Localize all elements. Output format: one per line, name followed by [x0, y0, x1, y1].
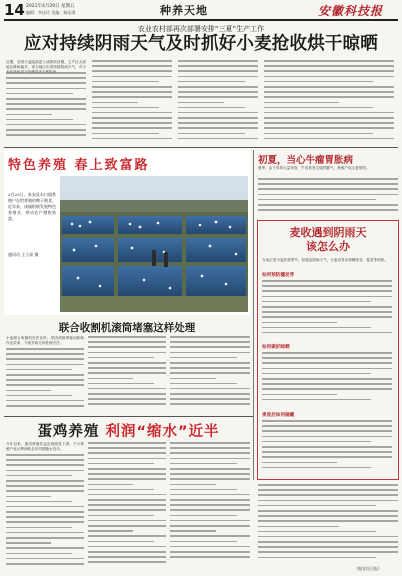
- lead-body-col1: [6, 72, 86, 144]
- text-line: [178, 102, 224, 104]
- text-line: [262, 322, 337, 324]
- text-line: [258, 500, 398, 502]
- text-line: [264, 60, 394, 62]
- text-line: [6, 527, 72, 529]
- article2-first-text: 小麦联合收割机在作业时，常因滚筒堵塞而影响作业效率，下面介绍几种处理方法。: [6, 336, 84, 346]
- article3-body-col3: [170, 442, 250, 566]
- text-line: [258, 520, 398, 522]
- text-line: [88, 530, 133, 532]
- text-line: [88, 473, 166, 475]
- sidebar1-body: [258, 178, 398, 216]
- text-line: [88, 352, 166, 354]
- text-line: [92, 127, 172, 129]
- text-line: [88, 515, 154, 517]
- text-line: [170, 458, 250, 460]
- text-line: [262, 456, 392, 458]
- text-line: [264, 102, 339, 104]
- text-line: [264, 70, 394, 72]
- masthead-rule: [4, 19, 398, 21]
- text-line: [92, 81, 159, 83]
- text-line: [92, 60, 172, 62]
- text-line: [170, 388, 250, 390]
- text-line: [262, 425, 392, 427]
- text-line: [6, 358, 84, 360]
- text-line: [170, 473, 250, 475]
- text-line: [88, 561, 166, 563]
- text-line: [6, 134, 86, 136]
- text-line: [258, 557, 376, 559]
- text-line: [92, 112, 172, 114]
- photo-caption: 3月25日，来安县水口镇养殖户在给养殖的鸭子喂食。近年来，该镇积极发展特色养殖业，带动农户增收致富。: [8, 192, 56, 221]
- text-line: [170, 525, 250, 527]
- text-line: [88, 489, 154, 491]
- photo-feature-title: 特色养殖 春上致富路: [8, 158, 150, 173]
- text-line: [262, 420, 392, 422]
- text-line: [6, 506, 84, 508]
- text-line: [262, 394, 337, 396]
- text-line: [92, 76, 172, 78]
- article3-title: [4, 420, 253, 441]
- text-line: [262, 467, 371, 469]
- text-line: [6, 400, 84, 402]
- text-line: [258, 546, 398, 548]
- text-line: [178, 86, 258, 88]
- text-line: [6, 93, 73, 95]
- text-line: [178, 91, 258, 93]
- issue-date: 2021年4月29日 星期五: [26, 4, 75, 9]
- text-line: [258, 489, 398, 491]
- text-line: [262, 316, 392, 318]
- sidebar2-subhead-3: 麦收后如何储藏: [262, 413, 295, 418]
- text-line: [170, 535, 250, 537]
- text-line: [262, 362, 392, 364]
- text-line: [88, 494, 166, 496]
- text-line: [88, 372, 166, 374]
- text-line: [170, 378, 216, 380]
- text-line: [6, 537, 84, 539]
- text-line: [258, 199, 376, 201]
- text-line: [178, 107, 245, 109]
- text-line: [170, 515, 237, 517]
- text-line: [170, 463, 237, 465]
- text-line: [88, 463, 154, 465]
- text-line: [264, 112, 394, 114]
- sidebar2-body-1: [262, 280, 392, 340]
- text-line: [6, 464, 84, 466]
- text-line: [262, 383, 392, 385]
- text-line: [6, 103, 86, 105]
- text-line: [178, 96, 258, 98]
- column-title: 种养天地: [160, 4, 208, 17]
- text-line: [264, 86, 394, 88]
- text-line: [170, 468, 250, 470]
- text-line: [6, 82, 86, 84]
- text-line: [170, 478, 250, 480]
- text-line: [6, 558, 84, 560]
- text-line: [258, 531, 376, 533]
- text-line: [170, 393, 250, 395]
- text-line: [6, 485, 84, 487]
- text-line: [92, 138, 172, 140]
- text-line: [6, 563, 84, 565]
- lead-headline: 应对持续阴雨天气及时抓好小麦抢收烘干晾晒: [24, 34, 378, 54]
- text-line: [88, 378, 133, 380]
- text-line: [88, 541, 154, 543]
- text-line: [88, 336, 166, 338]
- text-line: [88, 468, 166, 470]
- text-line: [88, 551, 166, 553]
- text-line: [92, 122, 172, 124]
- article3-signature: （据农民日报）: [354, 566, 382, 571]
- text-line: [178, 60, 258, 62]
- lead-first-text: 近期，全国小麦陆续进入成熟收获期，主产区大部地区降雨偏多，部分地区出现持续阴雨天气，对小: [6, 60, 86, 70]
- text-line: [178, 122, 258, 124]
- text-line: [6, 547, 84, 549]
- text-line: [6, 395, 72, 397]
- text-line: [170, 442, 250, 444]
- text-line: [92, 70, 172, 72]
- text-line: [92, 65, 172, 67]
- lead-bottom-rule: [4, 147, 398, 148]
- article3-first-text: 今年以来，蛋鸡养殖效益出现明显下滑，不少养殖户表示利润较去年同期缩水近半。: [6, 442, 84, 452]
- sidebar2-first-text: 当前正是小麦收获季节，如遇连阴雨天气，小麦容易出现穗发芽、霉变等现象。: [262, 258, 388, 262]
- text-line: [262, 301, 371, 303]
- text-line: [262, 290, 392, 292]
- text-line: [262, 357, 392, 359]
- text-line: [88, 535, 166, 537]
- text-line: [258, 505, 376, 507]
- text-line: [88, 388, 166, 390]
- text-line: [88, 383, 154, 385]
- lead-body-col4: [264, 60, 394, 144]
- article3-title-main: 蛋鸡养殖: [37, 424, 100, 440]
- text-line: [178, 127, 258, 129]
- text-line: [178, 133, 245, 135]
- text-line: [170, 346, 250, 348]
- text-line: [6, 384, 84, 386]
- text-line: [88, 442, 166, 444]
- text-line: [170, 362, 250, 364]
- text-line: [258, 536, 398, 538]
- text-line: [262, 436, 392, 438]
- text-line: [88, 341, 166, 343]
- text-line: [258, 541, 398, 543]
- text-line: [258, 551, 398, 553]
- text-line: [170, 551, 250, 553]
- text-line: [170, 341, 250, 343]
- text-line: [6, 108, 86, 110]
- article2-body-col2: [88, 336, 166, 412]
- article2-body-col3: [170, 336, 250, 412]
- text-line: [6, 98, 86, 100]
- sidebar1-title: 初夏，当心牛瘤胃胀病: [258, 155, 354, 166]
- text-line: [6, 475, 72, 477]
- text-line: [6, 369, 72, 371]
- text-line: [6, 521, 84, 523]
- text-line: [6, 459, 84, 461]
- sidebar2-title: 麦收遇到阴雨天 该怎么办: [289, 226, 367, 253]
- text-line: [178, 117, 258, 119]
- right-column-divider: [253, 150, 254, 480]
- text-line: [6, 511, 84, 513]
- text-line: [262, 378, 392, 380]
- text-line: [6, 88, 86, 90]
- lead-kicker: 农业农村部再次部署安排“三夏”生产工作: [137, 25, 265, 33]
- article3-title-red: 利润“缩水”近半: [105, 424, 220, 440]
- text-line: [264, 91, 394, 93]
- text-line: [170, 383, 237, 385]
- text-line: [258, 510, 398, 512]
- text-line: [6, 542, 51, 544]
- text-line: [88, 357, 154, 359]
- text-line: [258, 183, 398, 185]
- text-line: [6, 114, 52, 116]
- text-line: [258, 515, 398, 517]
- text-line: [178, 138, 258, 140]
- text-line: [6, 405, 84, 407]
- text-line: [92, 91, 172, 93]
- text-line: [170, 403, 250, 405]
- article3-body-col1: [6, 454, 84, 570]
- text-line: [262, 311, 392, 313]
- text-line: [6, 390, 51, 392]
- text-line: [258, 194, 398, 196]
- text-line: [262, 352, 392, 354]
- text-line: [170, 509, 250, 511]
- article3-body-col2: [88, 442, 166, 570]
- text-line: [88, 346, 166, 348]
- text-line: [170, 541, 237, 543]
- text-line: [6, 516, 84, 518]
- text-line: [92, 107, 159, 109]
- text-line: [88, 525, 166, 527]
- text-line: [264, 133, 373, 135]
- text-line: [178, 76, 258, 78]
- text-line: [88, 509, 166, 511]
- page-number: 14: [4, 1, 25, 19]
- text-line: [92, 133, 159, 135]
- text-line: [262, 446, 392, 448]
- text-line: [264, 138, 394, 140]
- article2-bottom-rule: [4, 416, 253, 417]
- text-line: [88, 484, 133, 486]
- sidebar2-body-3: [262, 420, 392, 474]
- text-line: [6, 353, 84, 355]
- text-line: [170, 367, 250, 369]
- sidebar2-subhead-2: 如何做好晾晒: [262, 345, 290, 350]
- text-line: [258, 209, 398, 211]
- article2-title: 联合收割机滚筒堵塞这样处理: [58, 322, 196, 334]
- newspaper-logo: 安徽科技报: [318, 4, 384, 18]
- sidebar1-first-text: 夏季，由于青草大量采食，牛容易发生瘤胃臌气，养殖户应注意预防。: [258, 166, 370, 170]
- text-line: [170, 398, 250, 400]
- text-line: [258, 526, 339, 528]
- text-line: [6, 119, 73, 121]
- text-line: [178, 70, 258, 72]
- text-line: [92, 86, 172, 88]
- text-line: [258, 494, 398, 496]
- text-line: [262, 388, 392, 390]
- text-line: [6, 374, 84, 376]
- article3-body-col4: [258, 484, 398, 566]
- text-line: [170, 336, 250, 338]
- text-line: [264, 117, 394, 119]
- text-line: [6, 77, 86, 79]
- text-line: [170, 499, 250, 501]
- text-line: [170, 447, 250, 449]
- duck-farm-photo: [60, 176, 248, 312]
- text-line: [6, 454, 84, 456]
- text-line: [170, 546, 250, 548]
- text-line: [264, 81, 373, 83]
- text-line: [258, 484, 398, 486]
- text-line: [6, 379, 84, 381]
- text-line: [88, 362, 166, 364]
- text-line: [88, 452, 166, 454]
- text-line: [170, 489, 237, 491]
- text-line: [88, 393, 166, 395]
- lead-body-col3: [178, 60, 258, 144]
- photo-credit: 通讯员 王立高 摄: [8, 252, 39, 257]
- text-line: [262, 373, 371, 375]
- text-line: [88, 403, 166, 405]
- text-line: [178, 65, 258, 67]
- text-line: [262, 441, 371, 443]
- text-line: [6, 364, 84, 366]
- text-line: [6, 501, 72, 503]
- text-line: [170, 352, 250, 354]
- text-line: [170, 530, 216, 532]
- text-line: [258, 188, 398, 190]
- text-line: [262, 296, 392, 298]
- text-line: [258, 204, 398, 206]
- text-line: [92, 117, 172, 119]
- text-line: [170, 357, 237, 359]
- text-line: [170, 520, 250, 522]
- text-line: [264, 127, 394, 129]
- text-line: [92, 96, 172, 98]
- text-line: [6, 532, 84, 534]
- editor-line: 编辑：李佳玲 美编：杨佳琪: [26, 10, 76, 15]
- text-line: [170, 504, 250, 506]
- text-line: [6, 496, 51, 498]
- text-line: [88, 504, 166, 506]
- text-line: [88, 447, 166, 449]
- text-line: [178, 112, 258, 114]
- text-line: [264, 65, 394, 67]
- text-line: [6, 129, 86, 131]
- sidebar2-body-2: [262, 352, 392, 408]
- text-line: [170, 484, 216, 486]
- text-line: [264, 96, 394, 98]
- text-line: [88, 546, 166, 548]
- text-line: [262, 306, 392, 308]
- text-line: [178, 81, 245, 83]
- text-line: [88, 367, 166, 369]
- lead-body-col2: [92, 60, 172, 144]
- text-line: [264, 76, 394, 78]
- text-line: [6, 490, 84, 492]
- text-line: [170, 452, 250, 454]
- sidebar2-subhead-1: 如何预防穗发芽: [262, 273, 295, 278]
- text-line: [88, 458, 166, 460]
- text-line: [262, 280, 392, 282]
- text-line: [6, 553, 72, 555]
- text-line: [264, 122, 394, 124]
- photo-feature: [4, 150, 250, 315]
- text-line: [170, 556, 250, 558]
- text-line: [6, 72, 86, 74]
- text-line: [88, 478, 166, 480]
- text-line: [6, 348, 84, 350]
- article2-body-col1: [6, 348, 84, 412]
- text-line: [262, 327, 371, 329]
- text-line: [88, 499, 166, 501]
- text-line: [262, 451, 392, 453]
- text-line: [92, 102, 138, 104]
- text-line: [262, 462, 337, 464]
- text-line: [264, 107, 373, 109]
- text-line: [88, 398, 166, 400]
- text-line: [258, 178, 398, 180]
- text-line: [170, 372, 250, 374]
- text-line: [88, 520, 166, 522]
- text-line: [6, 470, 84, 472]
- text-line: [262, 368, 392, 370]
- text-line: [262, 399, 371, 401]
- text-line: [88, 556, 166, 558]
- text-line: [6, 124, 86, 126]
- text-line: [262, 332, 392, 334]
- text-line: [170, 494, 250, 496]
- text-line: [6, 480, 84, 482]
- text-line: [262, 430, 392, 432]
- text-line: [262, 285, 392, 287]
